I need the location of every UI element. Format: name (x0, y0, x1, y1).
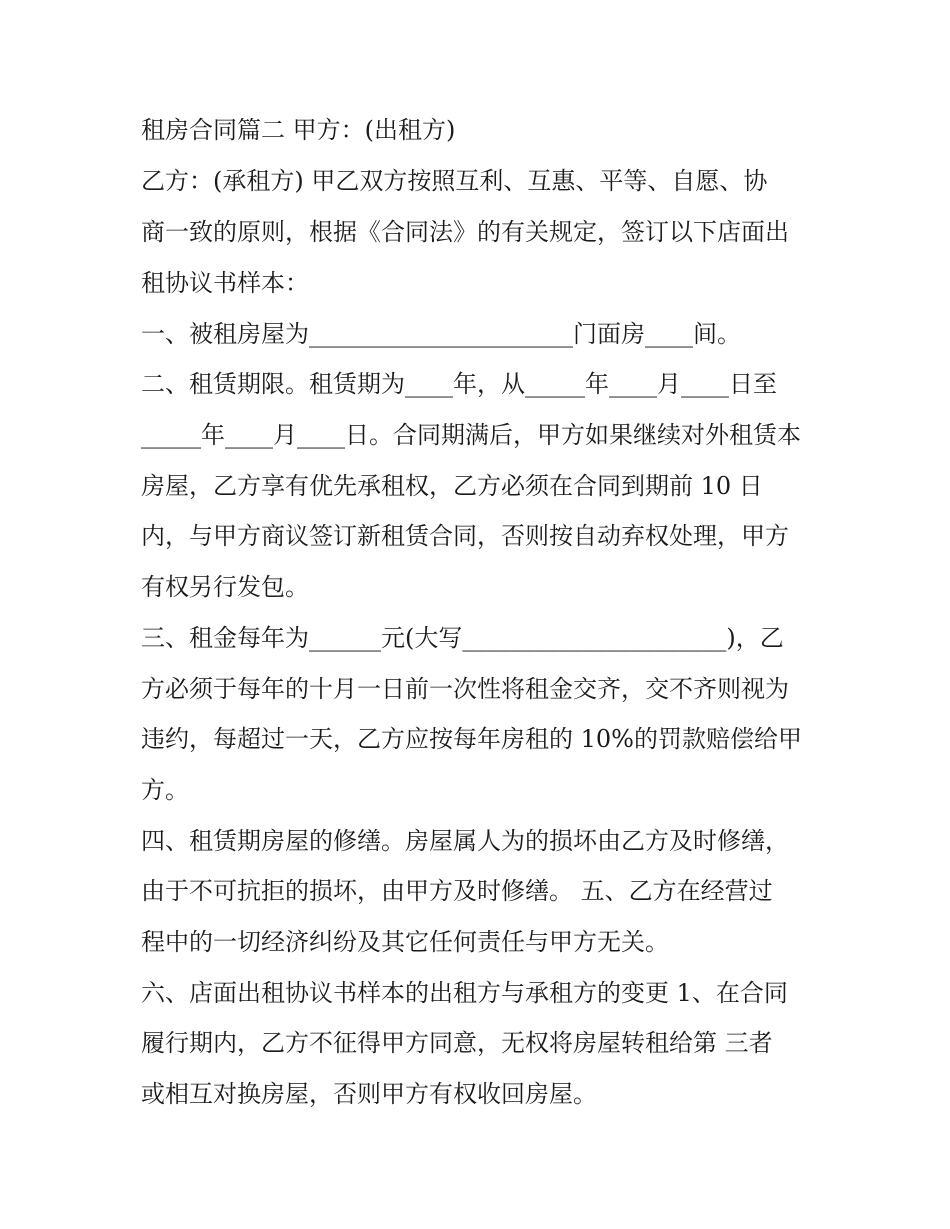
clause-3-line: 违约，每超过一天，乙方应按每年房租的 10%的罚款赔偿给甲 (141, 725, 802, 753)
clause-2-line: 内，与甲方商议签订新租赁合同，否则按自动弃权处理，甲方 (141, 522, 789, 550)
clause-6-line: 六、店面出租协议书样本的出租方与承租方的变更 1、在合同 (141, 979, 788, 1007)
clause-5-line: 程中的一切经济纠纷及其它任何责任与甲方无关。 (141, 928, 669, 956)
clause-2-line: _____年____月____日。合同期满后，甲方如果继续对外租赁本 (141, 421, 801, 449)
paragraph-line: 乙方：(承租方) 甲乙双方按照互利、互惠、平等、自愿、协 (141, 167, 768, 195)
clause-2-line: 二、租赁期限。租赁期为____年，从_____年____月____日至 (141, 370, 777, 398)
clause-6-line: 或相互对换房屋，否则甲方有权收回房屋。 (141, 1080, 597, 1108)
paragraph-line: 商一致的原则，根据《合同法》的有关规定，签订以下店面出 (141, 218, 789, 246)
document-title-line: 租房合同篇二 甲方：(出租方) (141, 116, 456, 144)
paragraph-line: 租协议书样本： (141, 269, 309, 297)
clause-3-line: 三、租金每年为______元(大写______________________)，乙 (141, 624, 784, 652)
clause-1-line: 一、被租房屋为______________________门面房____间。 (141, 320, 741, 348)
clause-6-line: 履行期内，乙方不征得甲方同意，无权将房屋转租给第 三者 (141, 1029, 773, 1057)
clause-4-5-line: 由于不可抗拒的损坏，由甲方及时修缮。 五、乙方在经营过 (141, 877, 773, 905)
clause-3-line: 方。 (141, 776, 189, 804)
clause-3-line: 方必须于每年的十月一日前一次性将租金交齐，交不齐则视为 (141, 675, 789, 703)
clause-2-line: 有权另行发包。 (141, 573, 309, 601)
clause-2-line: 房屋，乙方享有优先承租权，乙方必须在合同到期前 10 日 (141, 472, 763, 500)
clause-4-line: 四、租赁期房屋的修缮。房屋属人为的损坏由乙方及时修缮， (141, 827, 789, 855)
